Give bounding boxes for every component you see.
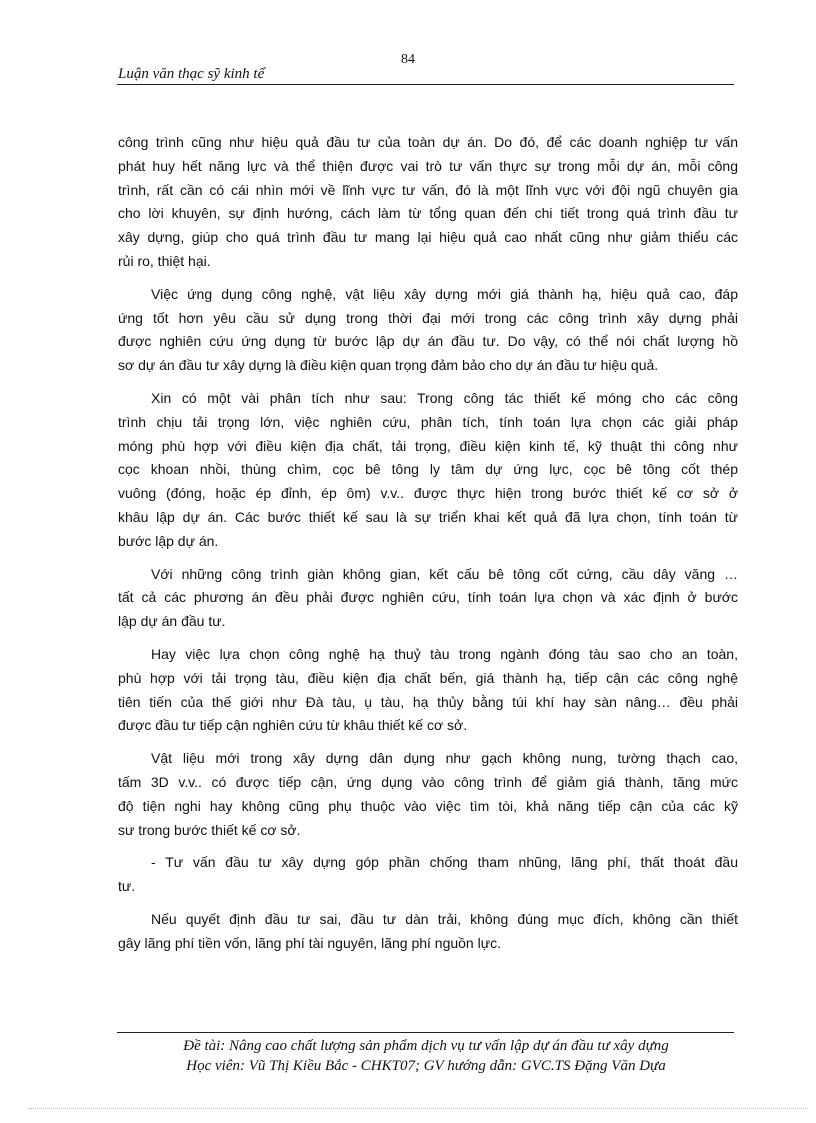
text-line: trình chịu tải trọng lớn, việc nghiên cứu, phân tích, tính toán lựa chọn các giải pháp [118,413,738,430]
footer-student: Học viên: Vũ Thị Kiều Bắc - CHKT07; GV hướng dẫn: GVC.TS Đặng Văn Dựa [186,1058,666,1074]
page-number: 84 [401,52,415,67]
footer-topic: Đề tài: Nâng cao chất lượng sản phẩm dịch vụ tư vấn lập dự án đầu tư xây dựng [183,1038,669,1054]
text-line: trình, rất cần có cái nhìn mới về lĩnh vực tư vấn, đó là một lĩnh vực với đội ngũ chuyên gia [118,181,738,198]
text-line: móng phù hợp với điều kiện địa chất, tải trọng, điều kiện kinh tế, kỹ thuật thi công như [118,437,738,454]
paragraph [118,131,738,274]
text-line: - Tư vấn đầu tư xây dựng góp phần chống tham nhũng, lãng phí, thất thoát đầu [151,854,738,871]
text-line: Với những công trình giàn không gian, kết cấu bê tông cốt cứng, cầu dây văng … [151,565,738,582]
text-line: được nghiên cứu ứng dụng từ bước lập dự án đầu tư. Do vậy, có thể nói chất lượng hồ [118,333,738,350]
text-line: rủi ro, thiệt hại. [118,252,211,269]
text-line: được đầu tư tiếp cận nghiên cứu từ khâu thiết kế cơ sở. [118,717,468,734]
text-line: xây dựng, giúp cho quá trình đầu tư mang lại hiệu quả cao nhất cũng như giảm thiểu các [118,229,738,246]
text-line: vuông (đóng, hoặc ép đỉnh, ép ôm) v.v.. được thực hiện trong bước thiết kế cơ sở ở [118,485,738,502]
text-line: bước lập dự án. [118,532,219,549]
text-line: Xin có một vài phân tích như sau: Trong công tác thiết kế móng cho các công [151,389,738,406]
text-line: cọc khoan nhồi, thùng chìm, cọc bê tông ly tâm dự ứng lực, cọc bê tông cốt thép [118,461,738,478]
text-line: Hay việc lựa chọn công nghệ hạ thuỷ tàu trong ngành đóng tàu sao cho an toàn, [151,645,738,662]
text-line: Việc ứng dụng công nghệ, vật liệu xây dựng mới giá thành hạ, hiệu quả cao, đáp [151,285,738,302]
footer [0,1036,816,1076]
paragraph [118,387,738,554]
text-line: công trình cũng như hiệu quả đầu tư của toàn dự án. Do đó, để các doanh nghiệp tư vấn [118,134,738,150]
text-line: sư trong bước thiết kế cơ sở. [118,821,301,838]
header-title: Luận văn thạc sỹ kinh tế [118,66,265,82]
paragraph [118,851,738,899]
text-line: Nếu quyết định đầu tư sai, đầu tư dàn trải, không đúng mục đích, không cần thiết [151,910,738,927]
paragraph [118,908,738,956]
paragraph [118,643,738,738]
paragraph [118,283,738,378]
text-line: phù hợp với tải trọng tàu, điều kiện địa chất bến, giá thành hạ, tiếp cận các công nghệ [118,669,738,686]
page-edge-divider [28,1108,808,1109]
text-line: độ tiện nghi hay không cũng phụ thuộc vào việc tìm tòi, khả năng tiếp cận của các kỹ [118,797,738,814]
text-line: lập dự án đầu tư. [118,613,226,630]
text-line: phát huy hết năng lực và thể thiện được vai trò tư vấn thực sự trong mỗi dự án, mỗi công [118,157,738,174]
text-line: khâu lập dự án. Các bước thiết kế sau là sự triển khai kết quả đã lựa chọn, tính toán từ [118,508,738,525]
text-line: tấm 3D v.v.. có được tiếp cận, ứng dụng vào công trình để giảm giá thành, tăng mức [118,773,738,790]
text-line: tiên tiến của thế giới như Đà tàu, ụ tàu, hạ thủy bằng túi khí hay sàn nâng… đều phải [118,693,738,710]
text-line: cho lời khuyên, sự định hướng, cách làm từ tổng quan đến chi tiết trong quá trình đầu tư [118,205,738,222]
text-line: Vật liệu mới trong xây dựng dân dụng như gạch không nung, tường thạch cao, [151,750,738,767]
text-line: gây lãng phí tiền vốn, lãng phí tài nguyên, lãng phí nguồn lực. [118,934,501,951]
paragraph [118,563,738,634]
text-line: tất cả các phương án đều phải được nghiên cứu, tính toán lựa chọn và xác định ở bước [118,589,738,606]
header-rule [117,84,734,85]
paragraph [118,747,738,842]
text-line: tư. [118,878,136,895]
text-line: sơ dự án đầu tư xây dựng là điều kiện quan trọng đảm bảo cho dự án đầu tư hiệu quả. [118,357,659,374]
text-line: ứng tốt hơn yêu cầu sử dụng trong thời đại mới trong các công trình xây dựng phải [118,309,738,326]
footer-rule [117,1032,734,1033]
body-text [118,131,738,965]
